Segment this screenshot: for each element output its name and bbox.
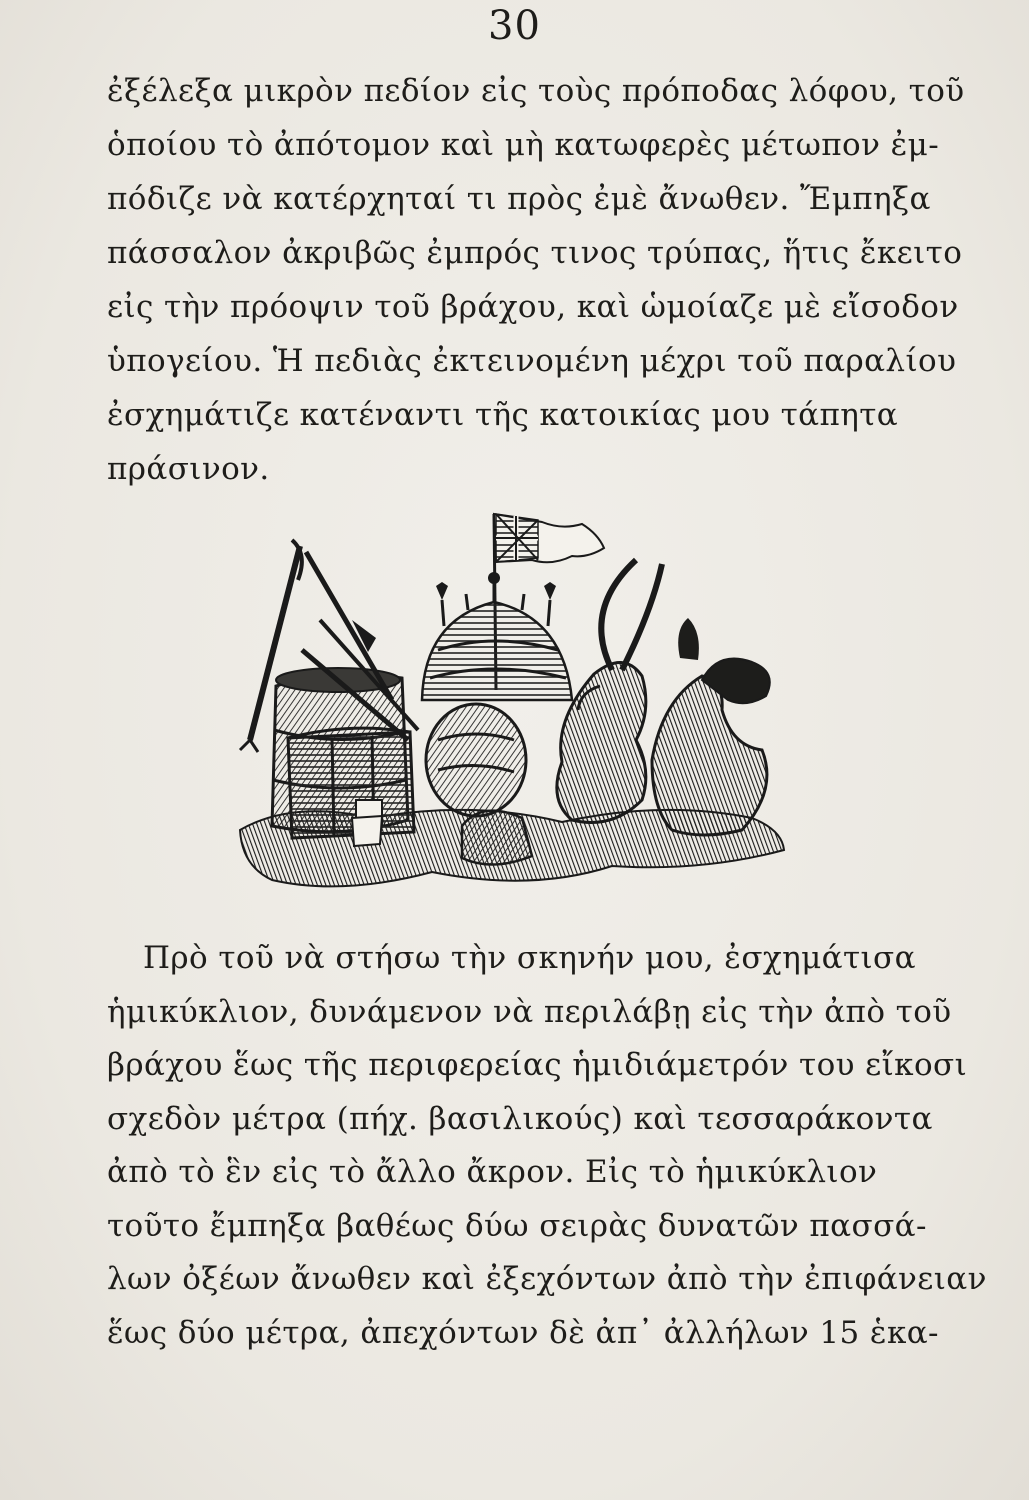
text-line: τοῦτο ἔμπηξα βαθέως δύω σειρὰς δυνατῶν πασσά- (107, 1207, 927, 1244)
text-line: πράσινον. (107, 451, 270, 487)
paragraph-top (107, 64, 965, 496)
text-line: Πρὸ τοῦ νὰ στήσω τὴν σκηνήν μου, ἐσχημάτισα (143, 940, 916, 976)
text-line: ὑπογείου. Ἡ πεδιὰς ἐκτεινομένη μέχρι τοῦ παραλίου (107, 343, 957, 379)
woodcut-vignette-illustration (232, 500, 792, 912)
text-line: ἡμικύκλιον, δυνάμενον νὰ περιλάβῃ εἰς τὴν ἀπὸ τοῦ (107, 993, 952, 1030)
text-line: σχεδὸν μέτρα (πήχ. βασιλικούς) καὶ τεσσαράκοντα (107, 1100, 933, 1137)
text-line: ὁποίου τὸ ἀπότομον καὶ μὴ κατωφερὲς μέτωπον ἐμ- (107, 127, 940, 163)
text-line: πάσσαλον ἀκριβῶς ἐμπρός τινος τρύπας, ἥτις ἔκειτο (107, 235, 963, 271)
text-line: εἰς τὴν πρόοψιν τοῦ βράχου, καὶ ὡμοίαζε μὲ εἴσοδον (107, 289, 959, 325)
text-line: λων ὀξέων ἄνωθεν καὶ ἐξεχόντων ἀπὸ τὴν ἐπιφάνειαν (107, 1261, 987, 1297)
text-line: ἕως δύο μέτρα, ἀπεχόντων δὲ ἀπ᾽ ἀλλήλων 15 ἑκα- (107, 1314, 939, 1351)
text-line: βράχου ἕως τῆς περιφερείας ἡμιδιάμετρόν του εἴκοσι (107, 1047, 968, 1083)
page-number: 30 (488, 3, 541, 49)
text-line: ἐσχημάτιζε κατέναντι τῆς κατοικίας μου τάπητα (107, 397, 899, 433)
text-line: ἐξέλεξα μικρὸν πεδίον εἰς τοὺς πρόποδας λόφου, τοῦ (107, 73, 965, 109)
text-line: ἀπὸ τὸ ἓν εἰς τὸ ἄλλο ἄκρον. Εἰς τὸ ἡμικύκλιον (107, 1154, 878, 1190)
paragraph-bottom (107, 932, 987, 1360)
text-line: πόδιζε νὰ κατέρχηταί τι πρὸς ἐμὲ ἄνωθεν. Ἔμπηξα (107, 181, 931, 217)
